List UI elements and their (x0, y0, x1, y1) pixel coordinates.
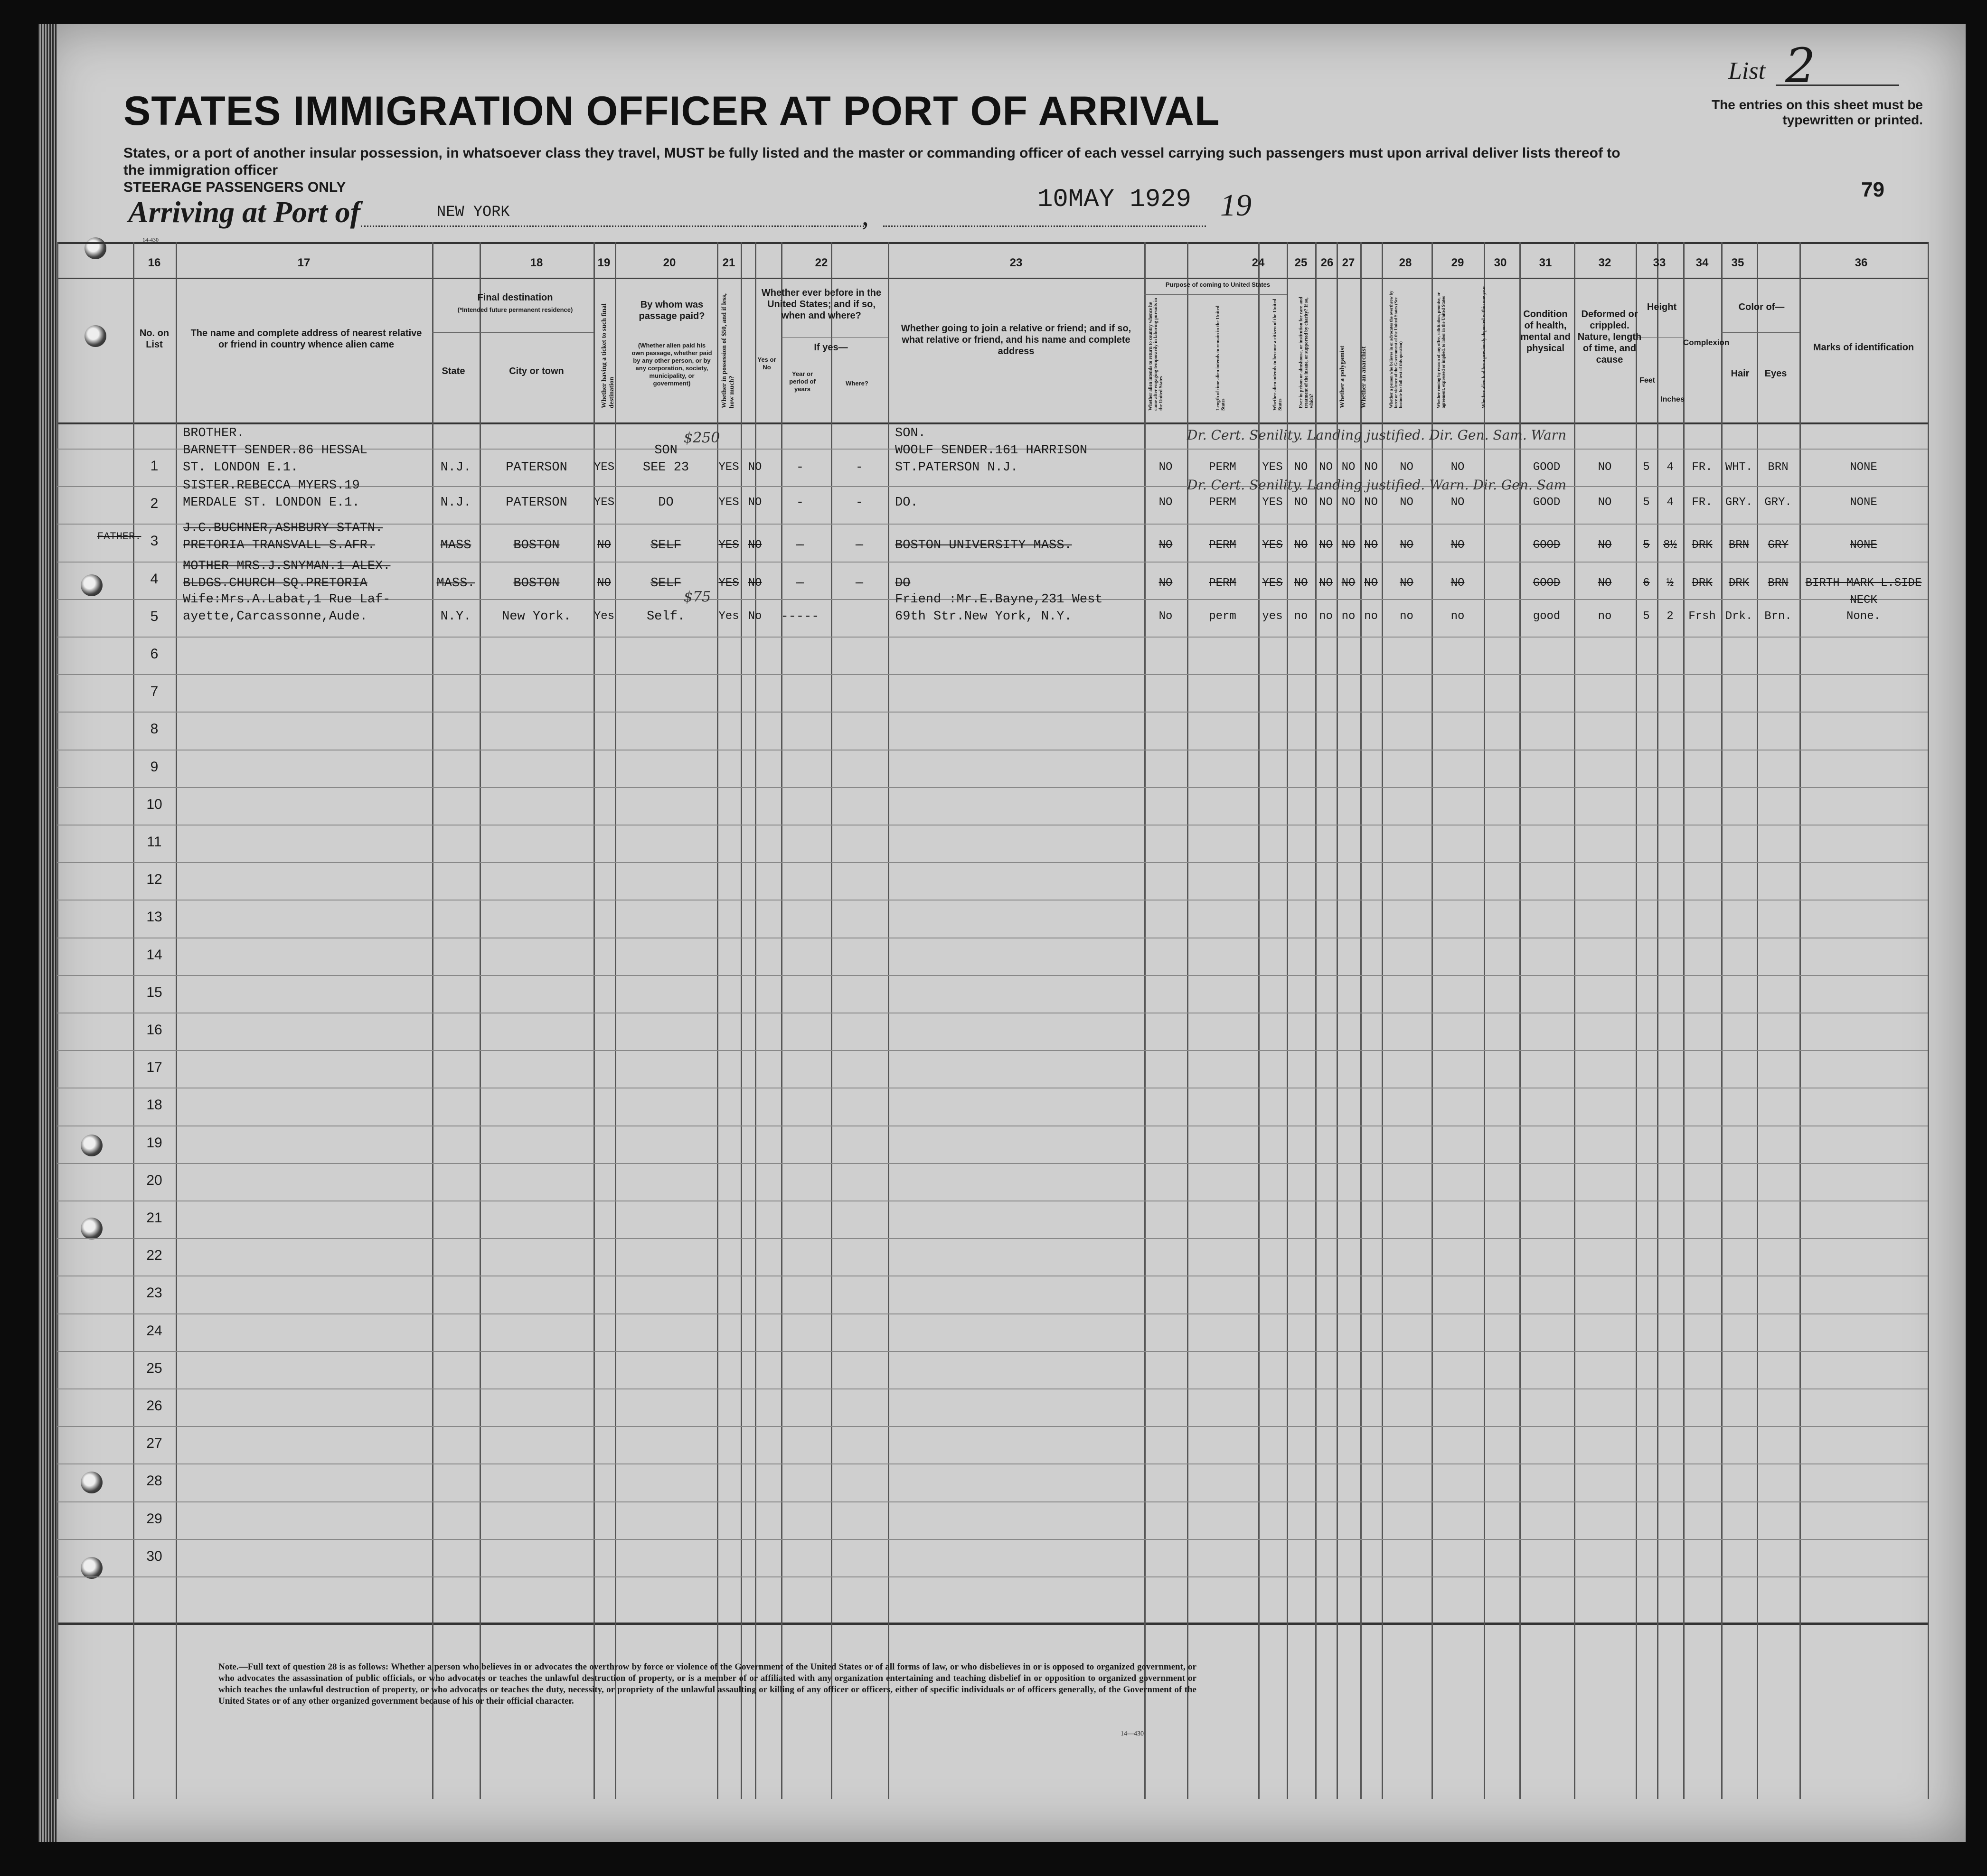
header-complexion: Complexion (1683, 338, 1730, 347)
row-number: 12 (146, 872, 162, 888)
cell-city: New York. (502, 610, 571, 624)
cell-eyes: GRY (1768, 539, 1789, 552)
header-marks: Marks of identification (1813, 342, 1914, 353)
cell-ticket: Yes (593, 610, 615, 623)
cell-prison: NO (1294, 461, 1308, 474)
cell-ret: NO (1158, 577, 1173, 590)
binder-hole (81, 1557, 103, 1579)
column-number: 17 (297, 256, 311, 269)
cell-joining: BOSTON UNIVERSITY MASS. (895, 538, 1072, 553)
cell-ret: NO (1158, 496, 1173, 509)
column-number: 25 (1294, 256, 1308, 269)
cell-ret: No (1158, 610, 1173, 623)
header-prison: Ever in prison or almshouse, or institution for care and treatment of the insane, or supported by charity? If so, which? (1299, 297, 1314, 408)
header-purpose: Purpose of coming to United States (1165, 281, 1271, 288)
manifest-page (38, 24, 1966, 1842)
cell-year: - (796, 460, 804, 475)
cell-state: N.J. (440, 496, 471, 510)
row-number: 21 (146, 1210, 162, 1226)
header-joining: Whether going to join a relative or friend; and if so, what relative or friend, and his name and complete address (901, 323, 1131, 356)
row-number: 19 (146, 1135, 162, 1151)
cell-citizen: YES (1262, 461, 1283, 474)
row-number: 20 (146, 1172, 162, 1188)
cell-complexion: DRK (1692, 577, 1713, 590)
cell-relative-prefix: FATHER. (97, 531, 141, 543)
list-number: 2 (1785, 38, 1816, 94)
column-number: 18 (530, 256, 543, 269)
header-final-destination-note: (*Intended future permanent residence) (457, 306, 573, 313)
cell-before: No (748, 610, 762, 623)
cell-feet: 5 (1643, 610, 1650, 623)
header-hair: Hair (1731, 368, 1750, 379)
column-number: 26 (1320, 256, 1334, 269)
column-number: 23 (1009, 256, 1023, 269)
column-number: 27 (1342, 256, 1355, 269)
comma: , (862, 200, 869, 231)
cell-inches: ½ (1667, 577, 1674, 590)
cell-prison: NO (1294, 539, 1308, 552)
cell-deformed: NO (1598, 577, 1612, 590)
cell-overthrow: NO (1364, 539, 1378, 552)
cell-deformed: NO (1598, 461, 1612, 474)
page-number: 79 (1861, 178, 1884, 201)
header-offer: Whether coming by reason of any offer, solicitation, promise, or agreement, expressed or implied, to labor in the United States (1436, 292, 1446, 408)
row-number: 6 (150, 646, 159, 662)
cell-state: N.Y. (440, 610, 471, 624)
cell-overthrow: NO (1364, 496, 1378, 509)
cell-year: - (796, 576, 804, 591)
header-no-on-list: No. on List (139, 328, 170, 350)
header-yes-no: Yes or No (757, 356, 776, 371)
cell-marks: NONE (1850, 539, 1877, 552)
cell-city: BOSTON (513, 538, 560, 553)
cell-citizen: YES (1262, 577, 1283, 590)
cell-prison: NO (1294, 496, 1308, 509)
cell-before: NO (748, 577, 762, 590)
cell-year: - (796, 538, 804, 553)
port-underline (361, 225, 864, 227)
header-anarchist: Whether an anarchist (1360, 346, 1367, 408)
binder-hole (81, 1472, 103, 1493)
row-number: 9 (150, 759, 159, 775)
header-year-period: Year or period of years (789, 370, 816, 393)
header-eyes: Eyes (1764, 368, 1787, 379)
header-state: State (442, 366, 465, 376)
column-number: 19 (597, 256, 611, 269)
cell-before: NO (748, 496, 762, 509)
cell-citizen: yes (1262, 610, 1283, 623)
cell-prison: no (1294, 610, 1308, 623)
cell-passage-paid: Self. (646, 610, 685, 624)
row-number: 25 (146, 1360, 162, 1376)
cell-state: N.J. (440, 460, 471, 475)
cell-length: PERM (1209, 496, 1236, 509)
list-label: List (1728, 57, 1766, 84)
cell-deformed: NO (1598, 496, 1612, 509)
cell-offer: NO (1400, 539, 1413, 552)
cell-length: PERM (1209, 461, 1236, 474)
header-ever-before: Whether ever before in the United States; and if so, when and where? (761, 288, 882, 321)
cell-complexion: FR. (1692, 496, 1713, 509)
cell-where: - (855, 576, 864, 591)
column-number: 36 (1855, 256, 1868, 269)
cell-money: Yes (718, 610, 739, 623)
cell-offer: NO (1400, 577, 1413, 590)
cell-year: - (796, 496, 804, 510)
row-number: 11 (147, 834, 162, 850)
cell-joining: SON. WOOLF SENDER.161 HARRISON ST.PATERSON N.J. (895, 426, 1088, 475)
cell-deported: NO (1450, 539, 1465, 552)
row-number: 30 (146, 1548, 162, 1564)
cell-ret: NO (1158, 461, 1173, 474)
cell-health: GOOD (1533, 539, 1561, 552)
header-city: City or town (509, 366, 564, 376)
form-subtitle (123, 145, 1643, 196)
cell-feet: 5 (1643, 496, 1650, 509)
cell-deformed: no (1598, 610, 1612, 623)
header-deformed: Deformed or crippled. Nature, length of time, and cause (1577, 309, 1642, 365)
header-passage-paid-note: (Whether alien paid his own passage, whether paid by any other person, or by any corporation, society, municipality, or government) (631, 342, 712, 387)
cell-complexion: Frsh (1688, 610, 1716, 623)
cell-inches: 2 (1667, 610, 1674, 623)
handwritten-money-row5: $75 (684, 589, 711, 605)
row-number: 15 (146, 984, 162, 1000)
cell-hair: WHT. (1725, 461, 1753, 474)
cell-length: PERM (1209, 539, 1236, 552)
arrival-date: 10MAY 1929 (1037, 185, 1192, 214)
header-feet: Feet (1639, 376, 1655, 385)
row-number: 29 (146, 1510, 162, 1527)
cell-length: perm (1209, 610, 1236, 623)
cell-passage-paid: SELF (650, 576, 681, 591)
header-ticket: Whether having a ticket to such final destination (601, 303, 615, 408)
header-length-time: Length of time alien intends to remain in the United States (1215, 305, 1226, 411)
cell-year: ----- (781, 610, 819, 624)
cell-inches: 4 (1667, 496, 1674, 509)
subtitle-line-1: States, or a port of another insular possession, in whatsoever class they travel, MUST be fully listed and the master or commanding officer of each vessel carrying such passengers must upon arrival deliver lists thereof to the immigration officer (123, 145, 1620, 178)
cell-ticket: YES (593, 496, 615, 509)
cell-city: BOSTON (513, 576, 560, 591)
column-number: 31 (1539, 256, 1552, 269)
row-number: 22 (146, 1248, 162, 1264)
cell-money: YES (718, 539, 739, 552)
column-number: 22 (815, 256, 828, 269)
cell-inches: 4 (1667, 461, 1674, 474)
header-color-of: Color of— (1738, 302, 1785, 312)
cell-poly: no (1319, 610, 1333, 623)
cell-complexion: FR. (1692, 461, 1713, 474)
header-citizen: Whether alien intends to become a citizen of the United States (1272, 299, 1283, 411)
cell-hair: DRK (1728, 577, 1750, 590)
row-number: 28 (146, 1473, 162, 1489)
cell-money: YES (718, 496, 739, 509)
header-relative: The name and complete address of nearest relative or friend in country whence alien came (190, 328, 422, 350)
binder-hole (85, 237, 106, 259)
cell-length: PERM (1209, 577, 1236, 590)
header-overthrow: Whether a person who believes in or advocates the overthrow by force or violence of the Government of the United States (See footnote for full text of this question) (1389, 291, 1403, 408)
cell-citizen: YES (1262, 496, 1283, 509)
form-title: STATES IMMIGRATION OFFICER AT PORT OF ARRIVAL (123, 88, 1220, 134)
cell-eyes: BRN (1768, 461, 1789, 474)
cell-joining: Friend :Mr.E.Bayne,231 West 69th Str.New York, N.Y. (895, 592, 1103, 624)
cell-overthrow: NO (1364, 461, 1378, 474)
cell-joining: DO (895, 576, 911, 591)
row-number: 14 (146, 947, 162, 963)
binder-hole (81, 574, 103, 596)
arriving-label: Arriving at Port of (128, 195, 360, 229)
cell-state: MASS. (436, 576, 475, 591)
cell-poly: NO (1319, 539, 1333, 552)
header-deported: Whether alien had been previously deported within one year (1481, 286, 1487, 408)
cell-hair: Drk. (1725, 610, 1753, 623)
cell-anarch: no (1341, 610, 1356, 623)
cell-city: PATERSON (506, 496, 567, 510)
cell-where: - (855, 496, 864, 510)
column-number: 29 (1451, 256, 1464, 269)
cell-health: GOOD (1533, 461, 1561, 474)
cell-deported: NO (1450, 461, 1465, 474)
row-number: 8 (150, 721, 159, 737)
header-height: Height (1647, 302, 1677, 312)
header-if-yes: If yes— (814, 342, 848, 353)
cell-ticket: NO (597, 539, 611, 552)
binder-hole (81, 1135, 103, 1156)
row-number: 24 (146, 1323, 162, 1339)
column-number: 35 (1731, 256, 1744, 269)
row-number: 16 (146, 1022, 162, 1038)
cell-before: NO (748, 461, 762, 474)
cell-eyes: GRY. (1764, 496, 1792, 509)
row-number: 23 (146, 1285, 162, 1301)
cell-hair: BRN (1728, 539, 1750, 552)
cell-poly: NO (1319, 461, 1333, 474)
column-number: 21 (722, 256, 735, 269)
row-number: 10 (146, 796, 162, 812)
cell-offer: no (1400, 610, 1413, 623)
cell-marks: NONE (1850, 461, 1877, 474)
cell-health: good (1533, 610, 1561, 623)
cell-eyes: Brn. (1764, 610, 1792, 623)
cell-ret: NO (1158, 539, 1173, 552)
cell-relative: SISTER.REBECCA MYERS.19 MERDALE ST. LONDON E.1. (183, 478, 360, 510)
header-inches: Inches (1660, 395, 1685, 403)
cell-feet: 5 (1643, 539, 1650, 552)
cell-before: NO (748, 539, 762, 552)
header-passage-paid: By whom was passage paid? (639, 300, 705, 321)
cell-passage-paid: DO (658, 496, 674, 510)
cell-where: - (855, 538, 864, 553)
cell-feet: 6 (1643, 577, 1650, 590)
header-final-destination: Final destination (477, 292, 553, 303)
cell-state: MASS (440, 538, 471, 553)
cell-joining: DO. (895, 496, 918, 510)
cell-passage-paid: SELF (650, 538, 681, 553)
cell-health: GOOD (1533, 577, 1561, 590)
cell-offer: NO (1400, 496, 1413, 509)
cell-inches: 8½ (1663, 539, 1677, 552)
row-number: 5 (150, 608, 159, 624)
handwritten-note-row2: Dr. Cert. Senility. Landing justified. Warn. Dir. Gen. Sam (1187, 477, 1567, 493)
binder-hole (85, 325, 106, 347)
row-number: 4 (150, 571, 159, 587)
cell-anarch: NO (1341, 461, 1356, 474)
cell-city: PATERSON (506, 460, 567, 475)
subtitle-line-2: STEERAGE PASSENGERS ONLY (123, 179, 346, 195)
cell-offer: NO (1400, 461, 1413, 474)
cell-deported: NO (1450, 577, 1465, 590)
handwritten-note-row1: Dr. Cert. Senility. Landing justified. Dir. Gen. Sam. Warn (1187, 427, 1567, 443)
cell-relative: J.C.BUCHNER,ASHBURY STATN. PRETORIA TRANSVALL S.AFR. (183, 521, 383, 553)
cell-overthrow: no (1364, 610, 1378, 623)
cell-overthrow: NO (1364, 577, 1378, 590)
row-number: 26 (146, 1398, 162, 1414)
cell-deported: no (1450, 610, 1465, 623)
footer-code: 14—430 (1121, 1730, 1144, 1737)
row-number: 3 (150, 533, 159, 549)
cell-money: YES (718, 461, 739, 474)
cell-money: YES (718, 577, 739, 590)
cell-poly: NO (1319, 577, 1333, 590)
column-number: 24 (1252, 256, 1265, 269)
header-health: Condition of health, mental and physical (1520, 309, 1571, 354)
column-number: 16 (148, 256, 161, 269)
cell-eyes: BRN (1768, 577, 1789, 590)
footnote: Note.—Full text of question 28 is as follows: Whether a person who believes in or advocates the overthrow by force or violence of the Government of the United States or of all forms of law, or who disbelieves in or is opposed to organized government, or who advocates the assassination of public officials, or who advocates or teaches the unlawful destruction of property, or is a member of or affiliated with any organization entertaining and teaching disbelief in or opposition to organized government or which teaches the unlawful destruction of property, or who advocates or teaches the duty, necessity, or propriety of the unlawful assaulting or killing of any officer or officers, either of specific individuals or of officers generally, of the Government of the United States or of any other organized government because of his or their official character. (218, 1662, 1196, 1706)
form-code: 14-430 (142, 236, 159, 243)
column-number: 32 (1598, 256, 1611, 269)
list-underline (1776, 84, 1899, 86)
cell-anarch: NO (1341, 577, 1356, 590)
cell-ticket: NO (597, 577, 611, 590)
row-number: 2 (150, 496, 159, 512)
page-binding-edge (38, 24, 57, 1842)
handwritten-money-row1: $250 (684, 430, 720, 446)
cell-relative: BROTHER. BARNETT SENDER.86 HESSAL ST. LONDON E.1. (183, 426, 367, 475)
cell-citizen: YES (1262, 539, 1283, 552)
column-number: 34 (1695, 256, 1709, 269)
column-number: 30 (1494, 256, 1507, 269)
row-number: 13 (146, 909, 162, 925)
header-where: Where? (846, 380, 868, 387)
row-number: 7 (150, 684, 159, 700)
header-money: Whether in possession of $50, and if less, how much? (721, 293, 735, 408)
cell-prison: NO (1294, 577, 1308, 590)
header-purpose-return: Whether alien intends to return to country whence he came after engaging temporarily in laboring pursuits in the United States (1148, 298, 1164, 411)
row-number: 27 (146, 1435, 162, 1452)
cell-poly: NO (1319, 496, 1333, 509)
cell-anarch: NO (1341, 496, 1356, 509)
column-number: 33 (1653, 256, 1666, 269)
row-number: 18 (146, 1097, 162, 1113)
cell-deported: NO (1450, 496, 1465, 509)
year-prefix: 19 (1220, 188, 1252, 223)
row-number: 17 (146, 1060, 162, 1076)
cell-marks: None. (1846, 610, 1881, 623)
column-number: 20 (663, 256, 676, 269)
cell-marks: NONE (1850, 496, 1877, 509)
column-number: 28 (1399, 256, 1412, 269)
cell-complexion: DRK (1692, 539, 1713, 552)
port-value: NEW YORK (437, 203, 510, 221)
header-polygamist: Whether a polygamist (1339, 346, 1346, 408)
cell-passage-paid: SON SEE 23 (642, 443, 689, 475)
cell-ticket: YES (593, 461, 615, 474)
cell-feet: 5 (1643, 461, 1650, 474)
binder-hole (81, 1218, 103, 1239)
cell-health: GOOD (1533, 496, 1561, 509)
cell-hair: GRY. (1725, 496, 1753, 509)
cell-anarch: NO (1341, 539, 1356, 552)
cell-relative: MOTHER MRS.J.SNYMAN.1 ALEX. BLDGS.CHURCH SQ.PRETORIA (183, 559, 391, 591)
cell-relative: Wife:Mrs.A.Labat,1 Rue Laf- ayette,Carcassonne,Aude. (183, 592, 391, 624)
cell-deformed: NO (1598, 539, 1612, 552)
row-number: 1 (150, 458, 159, 474)
date-underline (883, 225, 1206, 227)
cell-where: - (855, 460, 864, 475)
cell-marks: BIRTH MARK L.SIDE NECK (1805, 577, 1922, 607)
entries-note: The entries on this sheet must be typewritten or printed. (1712, 97, 1923, 127)
